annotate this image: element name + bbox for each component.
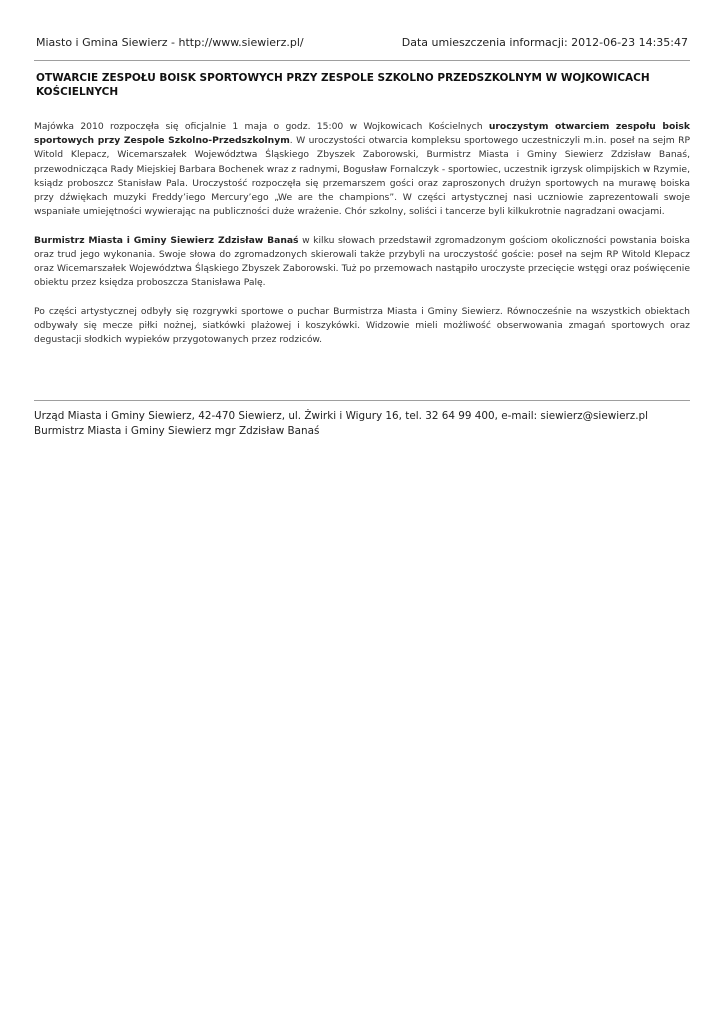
footer-address: Urząd Miasta i Gminy Siewierz, 42-470 Siewierz, ul. Żwirki i Wigury 16, tel. 32 64 99 400, e-mail: siewierz@siewierz.pl <box>34 410 649 422</box>
paragraph-2 <box>34 234 690 291</box>
paragraph-2-text: w kilku słowach przedstawił zgromadzonym gościom okoliczności powstania boiska oraz trud jego wykonania. Swoje słowa do zgromadzonych skierowali także przybyli na uroczystość goście: poseł na sejm RP Witold Klepacz oraz Wicemarszałek Województwa Śląskiego Zbyszek Zaborowski. Tuż po przemowach nastąpiło uroczyste przecięcie wstęgi oraz poświęcenie obiektu przez księdza proboszcza Stanisława Palę. <box>34 234 690 289</box>
article-body <box>34 120 690 361</box>
footer-divider <box>34 400 690 401</box>
paragraph-1-text-b: . W uroczystości otwarcia kompleksu sportowego uczestniczyli m.in. poseł na sejm RP Witold Klepacz, Wicemarszałek Województwa Śląskiego Zbyszek Zaborowski, Burmistrz Miasta i Gminy Siewierz Zdzisław Banaś, przewodnicząca Rady Miejskiej Barbara Bochenek wraz z radnymi, Bogusław Fornalczyk - sportowiec, uczestnik igrzysk olimpijskich w Rzymie, ksiądz proboszcz Stanisław Pala. Uroczystość rozpoczęła się przemarszem gości oraz zaproszonych drużyn sportowych na murawę boiska przy dźwiękach muzyki Freddy’iego Mercury’ego „We are the champions”. W części artystycznej nasi uczniowie zaprezentowali swoje wspaniałe umiejętności wywierając na publiczności duże wrażenie. Chór szkolny, soliści i tancerze byli kilkukrotnie nagradzani owacjami. <box>34 135 690 218</box>
paragraph-3: Po części artystycznej odbyły się rozgrywki sportowe o puchar Burmistrza Miasta i Gminy Siewierz. Równocześnie na wszystkich obiektach odbywały się mecze piłki nożnej, siatkówki plażowej i koszykówki. Widzowie mieli możliwość obserwowania zmagań sportowych oraz degustacji słodkich wypieków przygotowanych przez rodziców. <box>34 305 690 346</box>
footer-mayor: Burmistrz Miasta i Gminy Siewierz mgr Zdzisław Banaś <box>34 425 320 437</box>
paragraph-1-text-a: Majówka 2010 rozpoczęła się oficjalnie 1 maja o godz. 15:00 w Wojkowicach Kościelnych <box>34 121 489 132</box>
paragraph-1-bold: uroczystym otwarciem zespołu boisk sportowych przy Zespole Szkolno-Przedszkolnym <box>34 121 690 147</box>
header-divider <box>34 60 690 61</box>
page-header <box>36 36 690 50</box>
article-title: OTWARCIE ZESPOŁU BOISK SPORTOWYCH PRZY ZESPOLE SZKOLNO PRZEDSZKOLNYM W WOJKOWICACH KOŚCIELNYCH <box>36 72 650 98</box>
site-name: Miasto i Gmina Siewierz - http://www.siewierz.pl/ <box>36 36 304 49</box>
paragraph-2-bold: Burmistrz Miasta i Gminy Siewierz Zdzisław Banaś <box>34 234 299 246</box>
page-footer <box>34 409 690 439</box>
paragraph-1 <box>34 120 690 219</box>
publication-date: Data umieszczenia informacji: 2012-06-23 14:35:47 <box>401 36 688 49</box>
